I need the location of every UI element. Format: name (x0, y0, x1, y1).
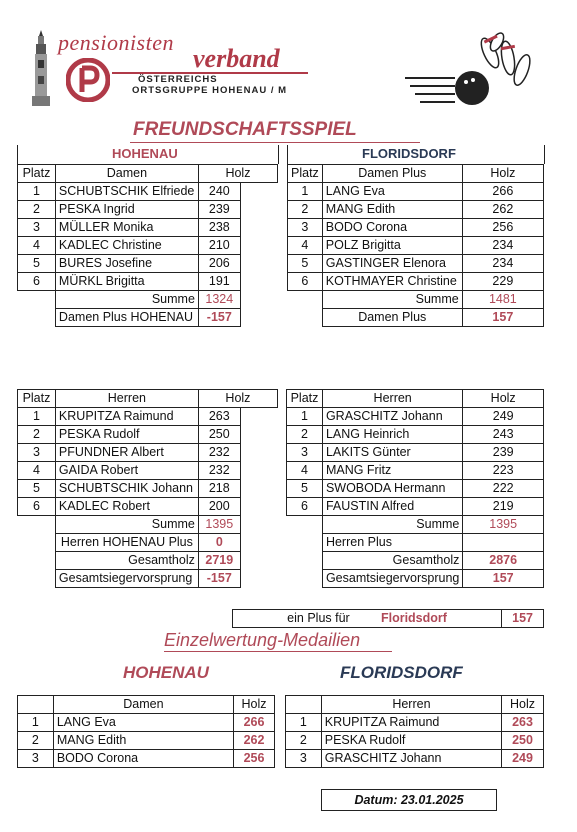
summary-row (287, 516, 544, 534)
summary-label: Damen Plus HOHENAU (55, 309, 198, 327)
pv-logo-circle-icon (66, 58, 110, 102)
blank-cell (240, 291, 277, 309)
platz-cell: 2 (18, 201, 56, 219)
blank-cell (240, 444, 277, 462)
logo-line3: ÖSTERREICHS (138, 74, 218, 85)
platz-cell: 3 (18, 750, 54, 768)
summary-value: 0 (198, 534, 240, 552)
plus-fuer-cell (233, 610, 502, 628)
col-header: Holz (198, 390, 277, 408)
blank-cell (240, 201, 277, 219)
einzel-hohenau-label: HOHENAU (123, 663, 209, 682)
table-row (18, 183, 278, 201)
blank-cell (18, 570, 56, 588)
summary-value: 1324 (198, 291, 240, 309)
blank-cell (240, 309, 277, 327)
summary-value: -157 (198, 309, 240, 327)
name-cell: GRASCHITZ Johann (322, 408, 462, 426)
table-row (18, 462, 278, 480)
holz-cell: 243 (463, 426, 544, 444)
col-header: Holz (198, 165, 277, 183)
summary-row (18, 309, 278, 327)
summary-label: Herren Plus (322, 534, 462, 552)
platz-cell: 2 (288, 201, 323, 219)
name-cell: BURES Josefine (55, 255, 198, 273)
summary-label: Summe (55, 291, 198, 309)
summary-row (18, 291, 278, 309)
col-header: Damen (55, 165, 198, 183)
blank-cell (240, 273, 277, 291)
name-cell: MANG Fritz (322, 462, 462, 480)
summary-label: Summe (322, 516, 462, 534)
col-header (18, 696, 54, 714)
col-header: Holz (234, 696, 275, 714)
blank-cell (240, 498, 277, 516)
blank-cell (287, 570, 323, 588)
damen-hohenau-table (17, 164, 278, 327)
blank-cell (287, 552, 323, 570)
holz-cell: 263 (502, 714, 544, 732)
summary-row (18, 570, 278, 588)
holz-cell: 250 (198, 426, 240, 444)
team-label-hohenau: HOHENAU (112, 146, 178, 161)
page-title: FREUNDSCHAFTSSPIEL (133, 119, 357, 140)
holz-cell: 191 (198, 273, 240, 291)
einzel-floridsdorf-table (285, 695, 544, 768)
logo-line1: pensionisten (58, 30, 174, 55)
platz-cell: 2 (287, 426, 323, 444)
herren-hohenau-table (17, 389, 278, 588)
holz-cell: 200 (198, 498, 240, 516)
datum-text: Datum: 23.01.2025 (354, 793, 464, 807)
blank-cell (240, 183, 277, 201)
plus-fuer-value: 157 (502, 610, 544, 628)
platz-cell: 5 (287, 480, 323, 498)
name-cell: LANG Eva (322, 183, 462, 201)
holz-cell: 219 (463, 498, 544, 516)
summary-row (288, 291, 544, 309)
name-cell: KADLEC Robert (55, 498, 198, 516)
tower-logo-icon (30, 30, 52, 108)
summary-value (463, 534, 544, 552)
table-row (18, 408, 278, 426)
blank-cell (240, 516, 277, 534)
holz-cell: 249 (463, 408, 544, 426)
name-cell: BODO Corona (53, 750, 233, 768)
col-header: Damen (53, 696, 233, 714)
blank-cell (18, 291, 56, 309)
plus-fuer-label: ein Plus für (287, 611, 350, 625)
name-cell: LAKITS Günter (322, 444, 462, 462)
logo-line2: verband (193, 44, 280, 73)
platz-cell: 6 (18, 498, 56, 516)
col-header: Platz (288, 165, 323, 183)
table-row (288, 237, 544, 255)
holz-cell: 262 (462, 201, 543, 219)
platz-cell: 1 (18, 714, 54, 732)
holz-cell: 232 (198, 462, 240, 480)
platz-cell: 6 (288, 273, 323, 291)
platz-cell: 3 (18, 219, 56, 237)
holz-cell: 240 (198, 183, 240, 201)
einzel-underline (164, 651, 392, 652)
bowling-icon (400, 28, 550, 108)
summary-value: 1395 (198, 516, 240, 534)
name-cell: SWOBODA Hermann (322, 480, 462, 498)
blank-cell (240, 255, 277, 273)
name-cell: PESKA Ingrid (55, 201, 198, 219)
table-row (18, 219, 278, 237)
divider (17, 145, 279, 164)
blank-cell (240, 480, 277, 498)
holz-cell: 222 (463, 480, 544, 498)
einzelwertung-title: Einzelwertung-Medailien (164, 630, 361, 650)
table-row (288, 273, 544, 291)
name-cell: PESKA Rudolf (321, 732, 501, 750)
holz-cell: 234 (462, 255, 543, 273)
table-row (288, 183, 544, 201)
holz-cell: 262 (234, 732, 275, 750)
holz-cell: 239 (198, 201, 240, 219)
summary-value: 157 (463, 570, 544, 588)
platz-cell: 3 (287, 444, 323, 462)
col-header (286, 696, 322, 714)
table-row (287, 480, 544, 498)
summary-label: Gesamtholz (55, 552, 198, 570)
holz-cell: 229 (462, 273, 543, 291)
summary-label: Gesamtholz (322, 552, 462, 570)
table-row (18, 444, 278, 462)
divider (287, 145, 545, 164)
name-cell: KADLEC Christine (55, 237, 198, 255)
col-header: Damen Plus (322, 165, 462, 183)
col-header: Herren (322, 390, 462, 408)
holz-cell: 238 (198, 219, 240, 237)
summary-value: -157 (198, 570, 240, 588)
platz-cell: 2 (286, 732, 322, 750)
platz-cell: 4 (18, 462, 56, 480)
table-row (287, 408, 544, 426)
table-row (288, 201, 544, 219)
table-row (18, 255, 278, 273)
datum-box (321, 789, 497, 811)
holz-cell: 232 (198, 444, 240, 462)
name-cell: POLZ Brigitta (322, 237, 462, 255)
blank-cell (288, 309, 323, 327)
table-row (287, 498, 544, 516)
platz-cell: 1 (287, 408, 323, 426)
name-cell: PESKA Rudolf (55, 426, 198, 444)
name-cell: GAIDA Robert (55, 462, 198, 480)
summary-row (288, 309, 544, 327)
summary-value: 2876 (463, 552, 544, 570)
holz-cell: 249 (502, 750, 544, 768)
blank-cell (240, 552, 277, 570)
summary-label: Damen Plus (322, 309, 462, 327)
summary-label: Herren HOHENAU Plus (55, 534, 198, 552)
col-header: Herren (55, 390, 198, 408)
einzel-floridsdorf-label: FLORIDSDORF (340, 663, 463, 682)
summary-value: 2719 (198, 552, 240, 570)
table-row (18, 426, 278, 444)
summary-row (18, 552, 278, 570)
table-row (287, 444, 544, 462)
summary-row (18, 534, 278, 552)
blank-cell (240, 237, 277, 255)
blank-cell (287, 516, 323, 534)
name-cell: SCHUBTSCHIK Elfriede (55, 183, 198, 201)
platz-cell: 5 (18, 480, 56, 498)
blank-cell (240, 462, 277, 480)
damen-floridsdorf-table (287, 164, 544, 327)
platz-cell: 2 (18, 732, 54, 750)
title-underline (130, 142, 420, 143)
summary-value: 1481 (462, 291, 543, 309)
summary-label: Gesamtsiegervorsprung (322, 570, 462, 588)
summary-value: 157 (462, 309, 543, 327)
blank-cell (288, 291, 323, 309)
blank-cell (240, 534, 277, 552)
name-cell: PFUNDNER Albert (55, 444, 198, 462)
name-cell: LANG Heinrich (322, 426, 462, 444)
plus-fuer-team: Floridsdorf (380, 611, 447, 625)
holz-cell: 256 (234, 750, 275, 768)
table-row (286, 732, 544, 750)
name-cell: MANG Edith (53, 732, 233, 750)
name-cell: FAUSTIN Alfred (322, 498, 462, 516)
summary-row (287, 570, 544, 588)
name-cell: MÜRKL Brigitta (55, 273, 198, 291)
table-row (18, 498, 278, 516)
table-row (18, 480, 278, 498)
summary-label: Summe (55, 516, 198, 534)
platz-cell: 1 (288, 183, 323, 201)
platz-cell: 4 (287, 462, 323, 480)
col-header: Herren (321, 696, 501, 714)
platz-cell: 1 (18, 408, 56, 426)
table-row (287, 426, 544, 444)
name-cell: KRUPITZA Raimund (321, 714, 501, 732)
table-row (287, 462, 544, 480)
summary-row (287, 534, 544, 552)
holz-cell: 223 (463, 462, 544, 480)
name-cell: GRASCHITZ Johann (321, 750, 501, 768)
plus-fuer-table (232, 609, 544, 628)
platz-cell: 2 (18, 426, 56, 444)
holz-cell: 256 (462, 219, 543, 237)
platz-cell: 5 (288, 255, 323, 273)
holz-cell: 266 (234, 714, 275, 732)
platz-cell: 4 (288, 237, 323, 255)
holz-cell: 234 (462, 237, 543, 255)
col-header: Holz (463, 390, 544, 408)
platz-cell: 3 (288, 219, 323, 237)
summary-label: Gesamtsiegervorsprung (55, 570, 198, 588)
summary-row (18, 516, 278, 534)
holz-cell: 218 (198, 480, 240, 498)
platz-cell: 6 (287, 498, 323, 516)
table-row (18, 750, 275, 768)
team-label-floridsdorf: FLORIDSDORF (362, 146, 456, 161)
platz-cell: 3 (286, 750, 322, 768)
platz-cell: 1 (286, 714, 322, 732)
table-row (18, 714, 275, 732)
table-row (286, 714, 544, 732)
table-row (286, 750, 544, 768)
table-row (18, 732, 275, 750)
platz-cell: 1 (18, 183, 56, 201)
blank-cell (287, 534, 323, 552)
name-cell: MÜLLER Monika (55, 219, 198, 237)
table-row (18, 237, 278, 255)
name-cell: LANG Eva (53, 714, 233, 732)
name-cell: MANG Edith (322, 201, 462, 219)
blank-cell (240, 570, 277, 588)
col-header: Platz (18, 165, 56, 183)
table-row (288, 255, 544, 273)
holz-cell: 263 (198, 408, 240, 426)
logo-line4: ORTSGRUPPE HOHENAU / M (132, 85, 288, 96)
blank-cell (18, 534, 56, 552)
name-cell: KRUPITZA Raimund (55, 408, 198, 426)
col-header: Platz (18, 390, 56, 408)
holz-cell: 266 (462, 183, 543, 201)
blank-cell (18, 552, 56, 570)
summary-value: 1395 (463, 516, 544, 534)
table-row (18, 201, 278, 219)
col-header: Holz (462, 165, 543, 183)
name-cell: SCHUBTSCHIK Johann (55, 480, 198, 498)
col-header: Holz (502, 696, 544, 714)
holz-cell: 239 (463, 444, 544, 462)
table-row (288, 219, 544, 237)
blank-cell (240, 426, 277, 444)
name-cell: BODO Corona (322, 219, 462, 237)
platz-cell: 3 (18, 444, 56, 462)
einzel-hohenau-table (17, 695, 275, 768)
blank-cell (240, 219, 277, 237)
name-cell: GASTINGER Elenora (322, 255, 462, 273)
holz-cell: 206 (198, 255, 240, 273)
platz-cell: 5 (18, 255, 56, 273)
platz-cell: 6 (18, 273, 56, 291)
holz-cell: 250 (502, 732, 544, 750)
blank-cell (240, 408, 277, 426)
name-cell: KOTHMAYER Christine (322, 273, 462, 291)
platz-cell: 4 (18, 237, 56, 255)
blank-cell (18, 309, 56, 327)
summary-label: Summe (322, 291, 462, 309)
holz-cell: 210 (198, 237, 240, 255)
col-header: Platz (287, 390, 323, 408)
summary-row (287, 552, 544, 570)
herren-floridsdorf-table (286, 389, 544, 588)
table-row (18, 273, 278, 291)
blank-cell (18, 516, 56, 534)
